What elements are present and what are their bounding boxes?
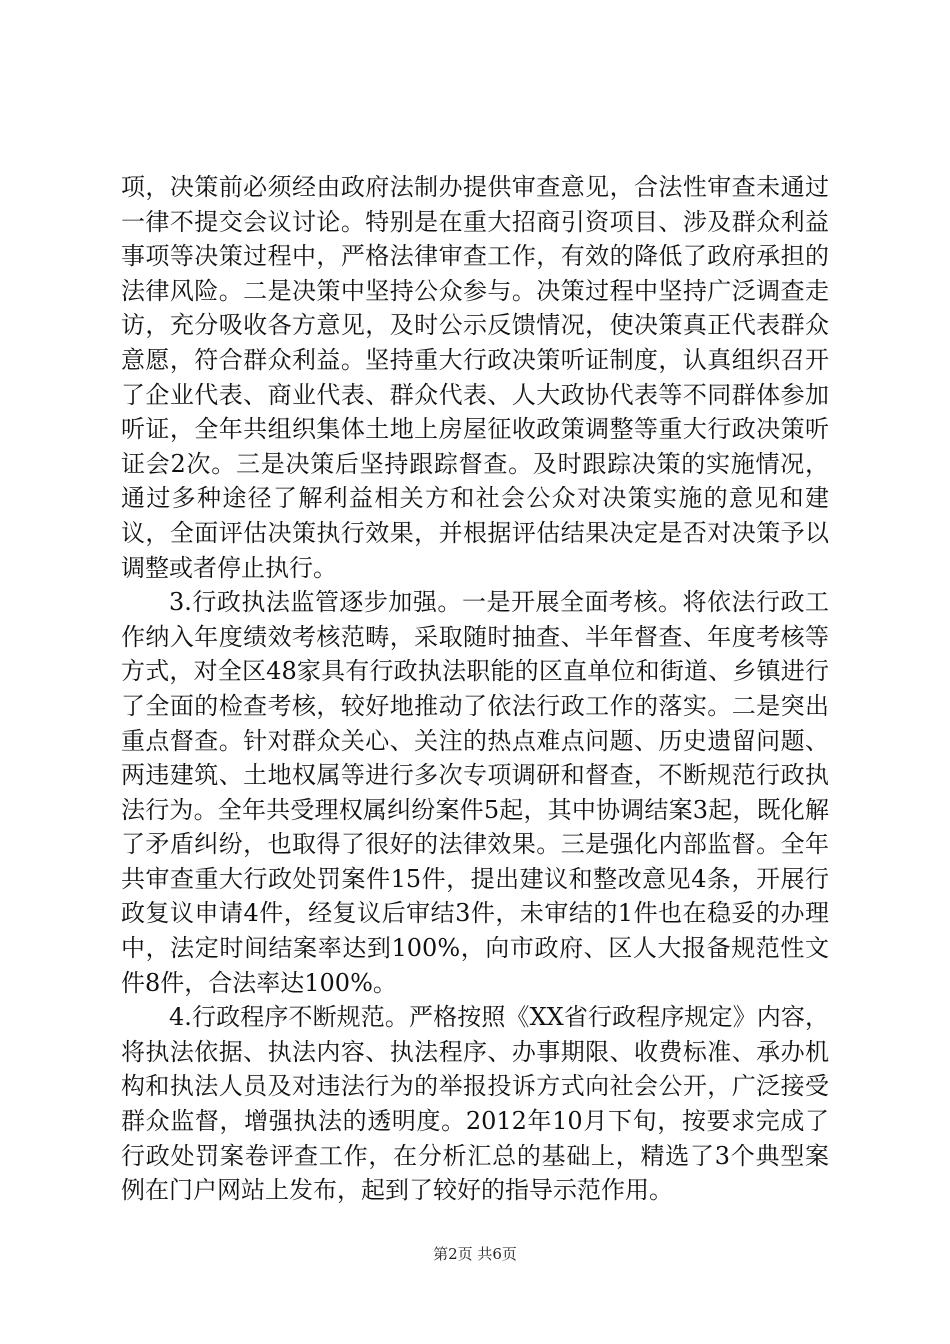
- document-body: [121, 170, 829, 1208]
- page-number-footer: 第2页 共6页: [433, 1245, 517, 1263]
- paragraph-continued: 项，决策前必须经由政府法制办提供审查意见，合法性审查未通过一律不提交会议讨论。特别是在重大招商引资项目、涉及群众利益事项等决策过程中，严格法律审查工作，有效的降低了政府承担的法律风险。二是决策中坚持公众参与。决策过程中坚持广泛调查走访，充分吸收各方意见，及时公示反馈情况，使决策真正代表群众意愿，符合群众利益。坚持重大行政决策听证制度，认真组织召开了企业代表、商业代表、群众代表、人大政协代表等不同群体参加听证，全年共组织集体土地上房屋征收政策调整等重大行政决策听证会2次。三是决策后坚持跟踪督查。及时跟踪决策的实施情况，通过多种途径了解利益相关方和社会公众对决策实施的意见和建议，全面评估决策执行效果，并根据评估结果决定是否对决策予以调整或者停止执行。: [121, 173, 829, 582]
- paragraph-section-3: 3.行政执法监管逐步加强。一是开展全面考核。将依法行政工作纳入年度绩效考核范畴，采取随时抽查、半年督查、年度考核等方式，对全区48家具有行政执法职能的区直单位和街道、乡镇进行了全面的检查考核，较好地推动了依法行政工作的落实。二是突出重点督查。针对群众关心、关注的热点难点问题、历史遗留问题、两违建筑、土地权属等进行多次专项调研和督查，不断规范行政执法行为。全年共受理权属纠纷案件5起，其中协调结案3起，既化解了矛盾纠纷，也取得了很好的法律效果。三是强化内部监督。全年共审查重大行政处罚案件15件，提出建议和整改意见4条，开展行政复议申请4件，经复议后审结3件，未审结的1件也在稳妥的办理中，法定时间结案率达到100%，向市政府、区人大报备规范性文件8件，合法率达100%。: [121, 588, 829, 997]
- paragraph-section-4: 4.行政程序不断规范。严格按照《XX省行政程序规定》内容，将执法依据、执法内容、执法程序、办事期限、收费标准、承办机构和执法人员及对违法行为的举报投诉方式向社会公开，广泛接受群众监督，增强执法的透明度。2012年10月下旬，按要求完成了行政处罚案卷评查工作，在分析汇总的基础上，精选了3个典型案例在门户网站上发布，起到了较好的指导示范作用。: [121, 1003, 829, 1205]
